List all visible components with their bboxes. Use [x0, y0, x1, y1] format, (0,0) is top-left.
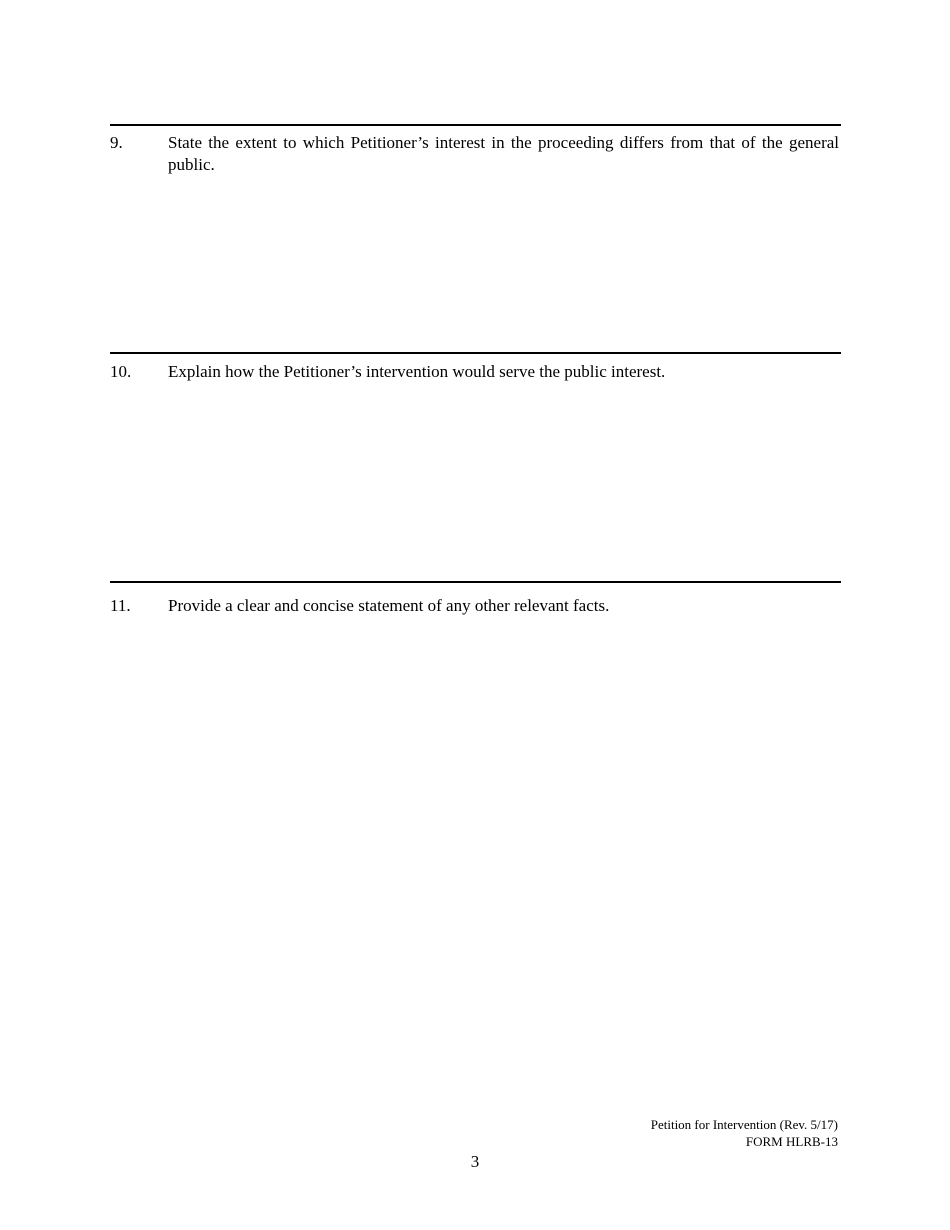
page-number: 3 — [470, 1152, 480, 1171]
question-text: State the extent to which Petitioner’s interest in the proceeding differs from that of the general public. — [168, 133, 839, 174]
section-divider-10 — [110, 352, 841, 354]
question-number: 9. — [110, 133, 123, 152]
form-code: FORM HLRB-13 — [745, 1134, 838, 1149]
form-title: Petition for Intervention (Rev. 5/17) — [650, 1117, 838, 1132]
section-divider-11 — [110, 581, 841, 583]
section-divider-9 — [110, 124, 841, 126]
question-text: Provide a clear and concise statement of any other relevant facts. — [168, 596, 610, 615]
question-text: Explain how the Petitioner’s intervention would serve the public interest. — [168, 362, 666, 381]
question-number: 10. — [110, 362, 132, 381]
question-number: 11. — [110, 596, 131, 615]
form-footer — [651, 1116, 838, 1150]
